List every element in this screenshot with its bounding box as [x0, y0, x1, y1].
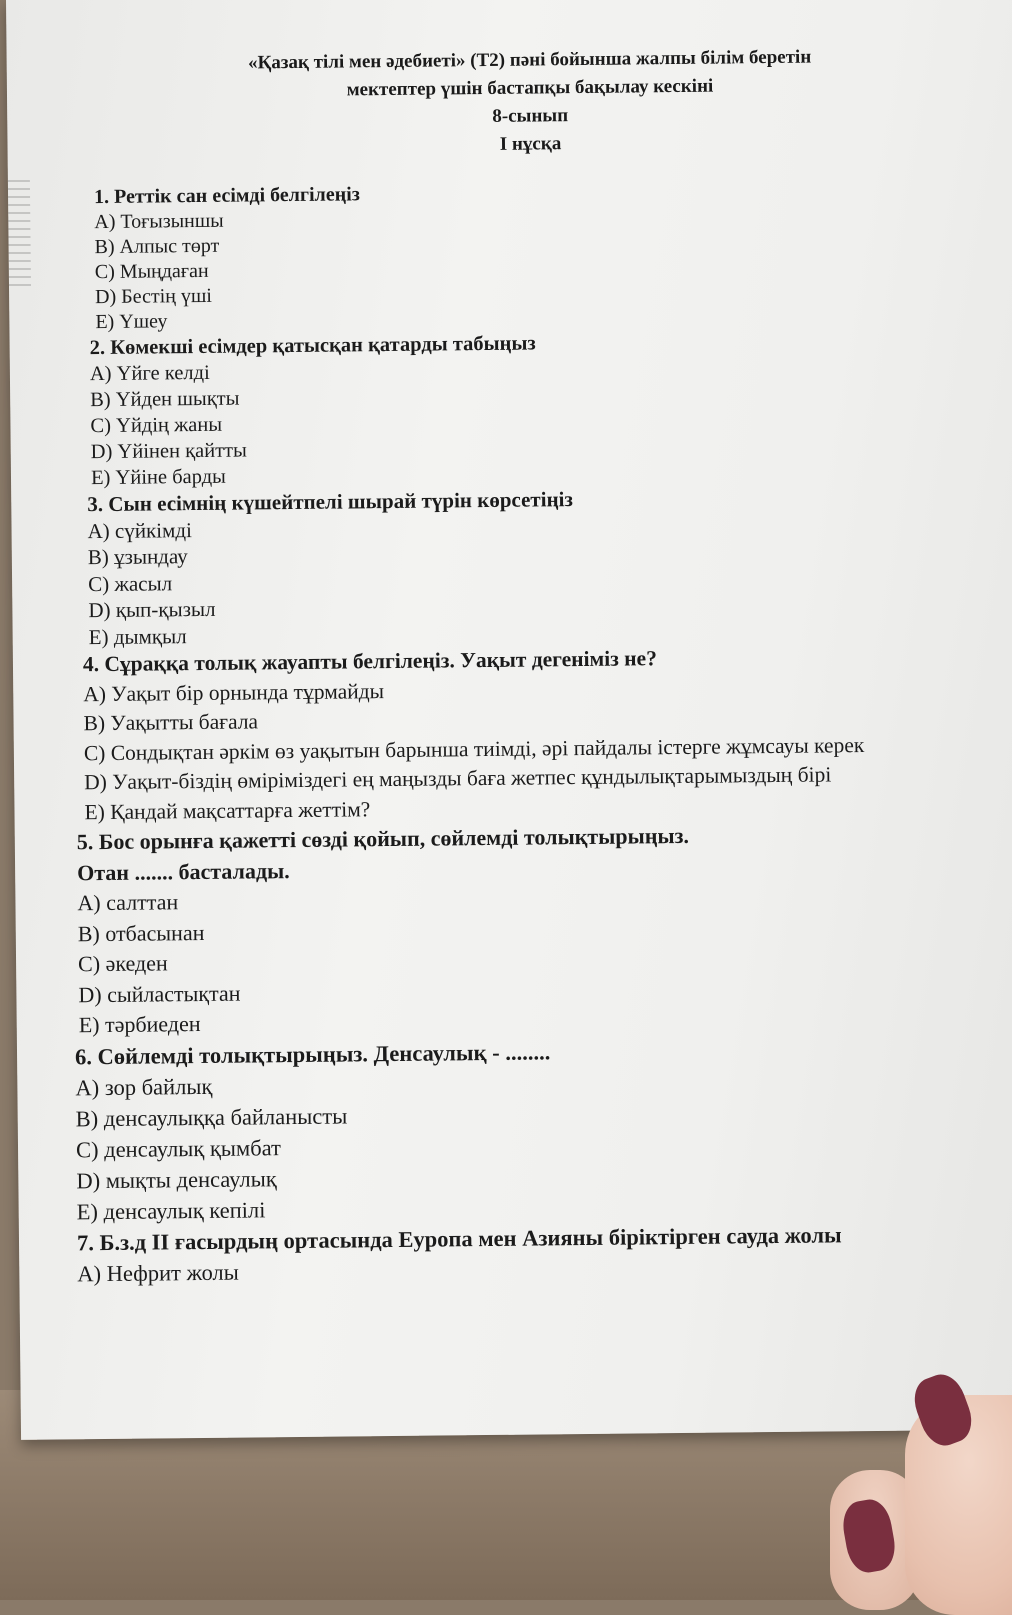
answer-option: A) зор байлық: [75, 1073, 213, 1100]
answer-option: C) денсаулық қымбат: [75, 1134, 282, 1162]
question-1: [94, 176, 976, 335]
answer-option: D) қып-қызыл: [88, 596, 216, 623]
answer-option: B) Алпыс төрт: [94, 234, 220, 259]
answer-option: C) жасыл: [87, 570, 173, 596]
question-text: 5. Бос орынға қажетті сөзді қойып, сөйлемді толықтырыңыз.: [76, 822, 690, 855]
answer-option: D) Бестің үші: [95, 284, 213, 309]
answer-option: D) мықты денсаулық: [76, 1165, 277, 1193]
answer-option: E) тәрбиеден: [78, 1011, 201, 1038]
answer-option: C) Үйдің жаны: [90, 413, 223, 438]
question-4: [83, 641, 981, 827]
question-text: 4. Сұраққа толық жауапты белгілеңіз. Уақыт дегеніміз не?: [82, 646, 658, 677]
exam-sheet: [6, 0, 1012, 1440]
question-text: 6. Сөйлемді толықтырыңыз. Денсаулық - ........: [74, 1038, 551, 1069]
question-2: [90, 326, 978, 491]
header-title-line2: мектептер үшін бастапқы бақылау кескіні: [346, 75, 714, 101]
answer-option: B) ұзындау: [87, 544, 188, 570]
answer-option: E) Үйіне барды: [90, 465, 226, 490]
question-7: [77, 1217, 986, 1289]
document-header: [7, 41, 1012, 164]
answer-option: E) Үшеу: [95, 310, 168, 334]
answer-option: A) сүйкімді: [87, 517, 193, 543]
answer-option: D) Уақыт-біздің өміріміздегі ең маңызды баға жетпес құндылықтарымыздың бірі: [84, 762, 832, 795]
header-variant: I нұсқа: [499, 133, 562, 155]
answer-option: C) Мыңдаған: [94, 259, 209, 284]
question-text: 1. Реттік сан есімді белгілеңіз: [93, 183, 360, 209]
header-grade: 8-сынып: [492, 105, 569, 127]
answer-option: C) әкеден: [77, 950, 168, 977]
answer-option: A) Нефрит жолы: [77, 1259, 239, 1286]
answer-option: D) сыйластықтан: [78, 980, 241, 1007]
header-title-line1: «Қазақ тілі мен әдебиеті» (Т2) пәні бойынша жалпы білім беретін: [247, 46, 812, 74]
question-5: [77, 818, 983, 1041]
answer-option: E) Қандай мақсаттарға жеттім?: [84, 796, 371, 824]
answer-option: D) Үйінен қайтты: [90, 439, 247, 464]
answer-option: E) дымқыл: [88, 623, 187, 649]
question-text: 7. Б.з.д II ғасырдың ортасында Еуропа мен Азияны біріктірген сауда жолы: [76, 1221, 842, 1255]
answer-option: C) Сондықтан әркім өз уақытын барынша тиімді, әрі пайдалы істерге жұмсауы керек: [83, 732, 865, 765]
answer-option: B) денсаулыққа байланысты: [75, 1102, 348, 1131]
question-list: [74, 176, 986, 1289]
binding-marks: [8, 180, 31, 290]
question-text: 3. Сын есімнің күшейтпелі шырай түрін көрсетіңіз: [87, 487, 574, 517]
answer-option: A) салттан: [77, 889, 179, 916]
answer-option: A) Үйге келді: [89, 361, 210, 386]
answer-option: B) Уақытты бағала: [83, 709, 259, 736]
answer-option: A) Уақыт бір орнында тұрмайды: [83, 678, 385, 706]
answer-option: B) Үйден шықты: [90, 387, 240, 412]
answer-option: B) отбасынан: [77, 919, 205, 946]
question-sentence: Отан ....... басталады.: [77, 857, 290, 885]
question-6: [75, 1031, 985, 1226]
question-3: [87, 482, 979, 650]
question-text: 2. Көмекші есімдер қатысқан қатарды табыңыз: [89, 332, 536, 360]
answer-option: E) денсаулық кепілі: [76, 1196, 266, 1224]
answer-option: A) Тоғызыншы: [94, 209, 224, 234]
